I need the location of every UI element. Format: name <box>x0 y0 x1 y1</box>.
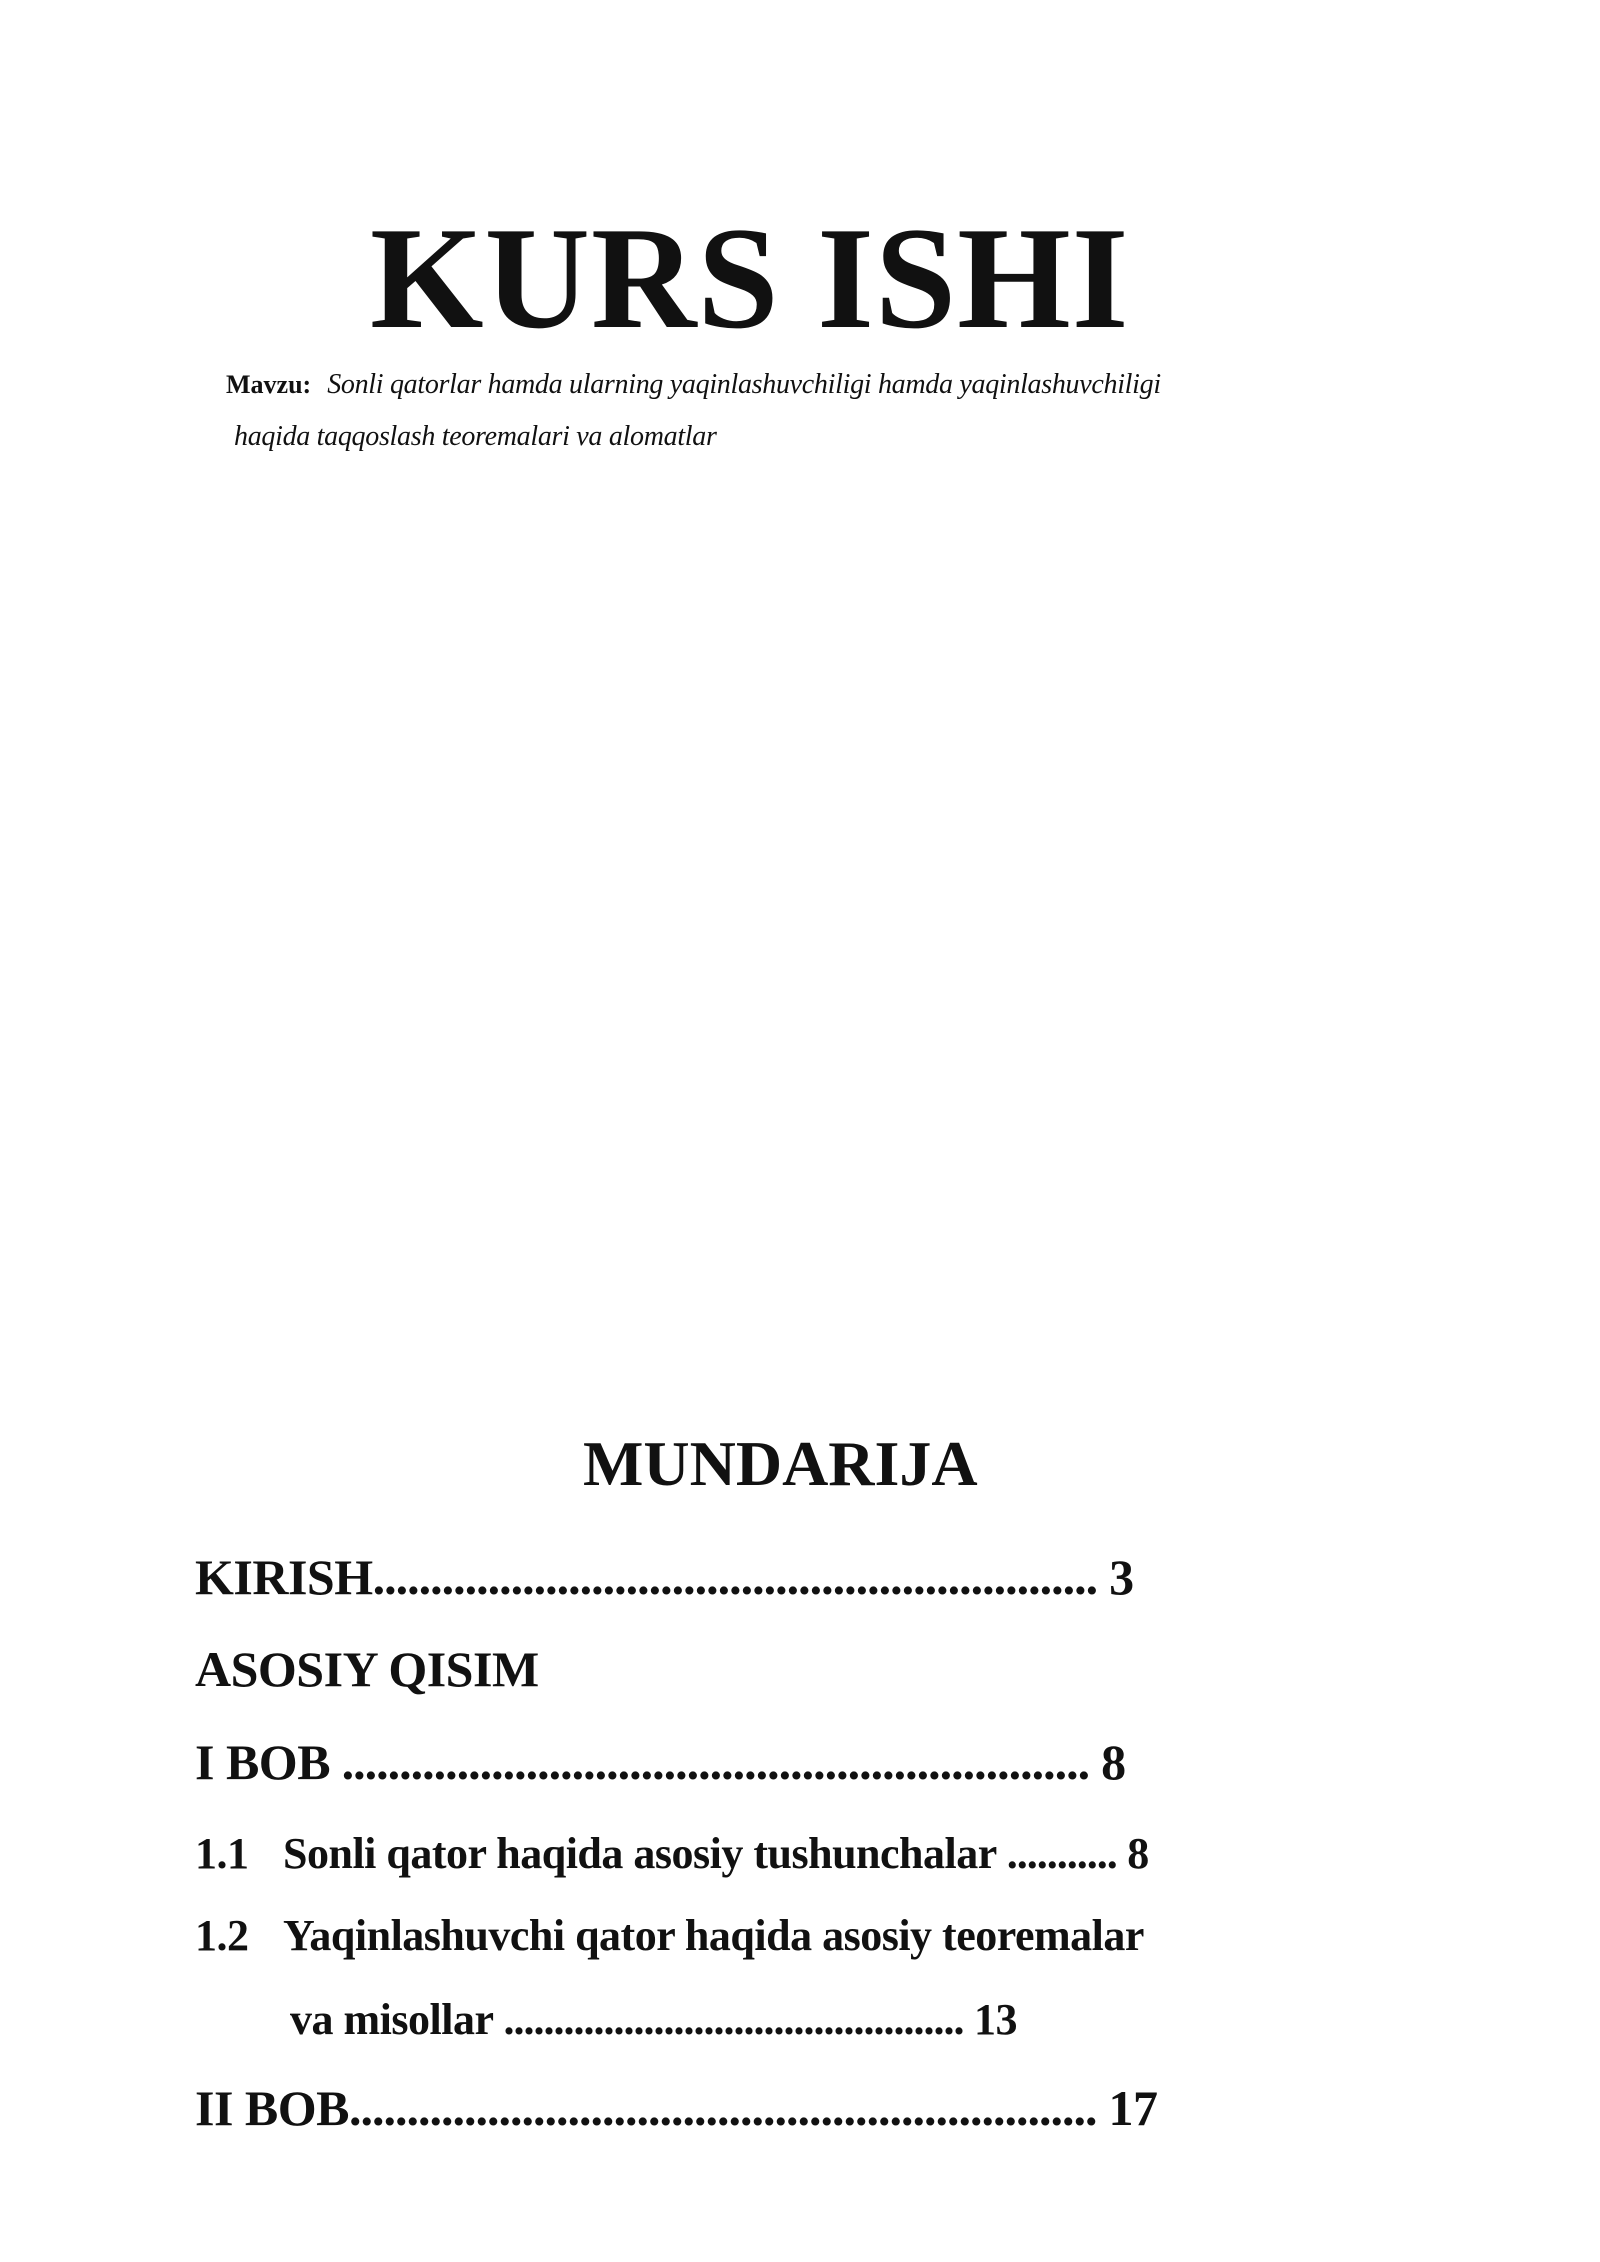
document-title: KURS ISHI <box>370 197 1130 359</box>
toc-leader: ................................................................. <box>349 2080 1097 2136</box>
toc-leader: .............................................. <box>493 1995 964 2044</box>
toc-page-number: 3 <box>1109 1549 1134 1605</box>
toc-page-number: 17 <box>1108 2080 1158 2136</box>
toc-entry-i-bob <box>195 1734 1126 1790</box>
toc-entry-1-2-continuation <box>290 1995 1017 2044</box>
toc-leader: ............................................................... <box>372 1549 1098 1605</box>
topic-text-line-2: haqida taqqoslash teoremalari va alomatlar <box>234 421 717 452</box>
toc-entry-number: 1.1 <box>195 1829 249 1878</box>
toc-entry-kirish <box>195 1549 1134 1605</box>
toc-leader: ........... <box>996 1829 1117 1878</box>
topic-line-1 <box>226 371 1161 399</box>
toc-entry-ii-bob <box>195 2080 1158 2136</box>
toc-entry-asosiy-qisim <box>195 1641 539 1697</box>
toc-entry-1-1 <box>195 1829 1149 1878</box>
toc-entry-1-2 <box>195 1911 1144 1960</box>
toc-page-number: 8 <box>1101 1734 1126 1790</box>
toc-entry-title: KIRISH <box>195 1549 373 1605</box>
toc-leader: ................................................................. <box>330 1734 1090 1790</box>
toc-entry-title: Sonli qator haqida asosiy tushunchalar <box>283 1829 997 1878</box>
toc-page-number: 13 <box>973 1995 1017 2044</box>
toc-entry-title: II BOB <box>195 2080 350 2136</box>
toc-entry-title-continuation: va misollar <box>290 1995 494 2044</box>
topic-line-2 <box>234 423 717 451</box>
topic-text-line-1: Sonli qatorlar hamda ularning yaqinlashuvchiligi hamda yaqinlashuvchiligi <box>327 369 1161 400</box>
toc-page-number: 8 <box>1127 1829 1149 1878</box>
toc-entry-title: ASOSIY QISIM <box>195 1641 539 1697</box>
contents-heading: MUNDARIJA <box>583 1428 978 1499</box>
toc-entry-title: Yaqinlashuvchi qator haqida asosiy teoremalar <box>283 1911 1144 1960</box>
toc-entry-number: 1.2 <box>195 1911 249 1960</box>
toc-entry-title: I BOB <box>195 1734 331 1790</box>
topic-label: Mavzu: <box>226 370 312 399</box>
